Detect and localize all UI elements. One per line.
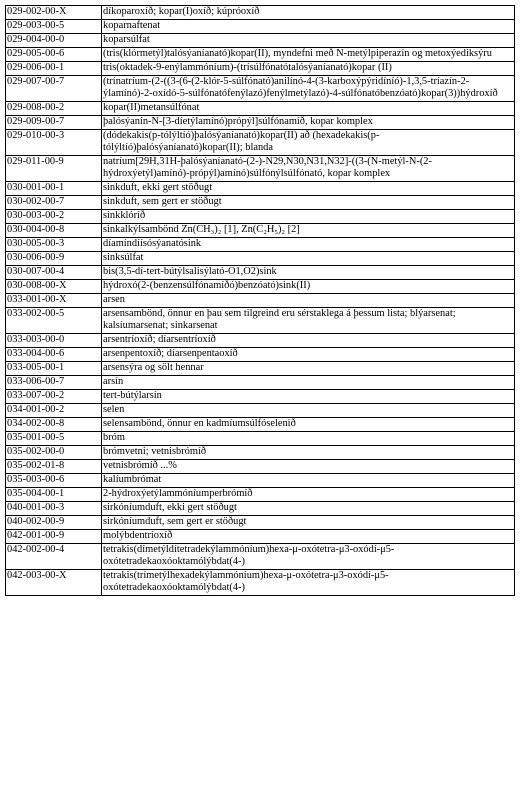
chemical-name-cell: sirkóníumduft, sem gert er stöðugt [102,516,515,530]
chemical-name-cell: arsín [102,376,515,390]
table-row [6,544,515,570]
chemical-name-cell: sirkóníumduft, ekki gert stöðugt [102,502,515,516]
chemical-name-cell: tetrakis(dímetýldítetradekýlammóníum)hexa-μ-oxótetra-μ3-oxódí-μ5-oxótetradekaoxóoktamólýbdat(4-) [102,544,515,570]
index-number-cell: 030-007-00-4 [6,266,102,280]
chemical-name-cell: kopar(II)metansúlfónat [102,102,515,116]
index-number-cell: 029-008-00-2 [6,102,102,116]
index-number-cell: 030-008-00-X [6,280,102,294]
table-row [6,334,515,348]
table-row [6,210,515,224]
table-row [6,362,515,376]
table-body [6,6,515,596]
index-number-cell: 030-001-00-1 [6,182,102,196]
index-number-cell: 029-009-00-7 [6,116,102,130]
chemical-name-cell: arsensýra og sölt hennar [102,362,515,376]
index-number-cell: 042-002-00-4 [6,544,102,570]
chemical-name-cell: sinkalkýlsambönd Zn(CH₃)₂ [1], Zn(C₂H₅)₂ [2] [102,224,515,238]
index-number-cell: 042-003-00-X [6,570,102,596]
index-number-cell: 042-001-00-9 [6,530,102,544]
table-row [6,266,515,280]
table-row [6,570,515,596]
chemical-name-cell: brómvetni; vetnisbrómíð [102,446,515,460]
table-row [6,156,515,182]
index-number-cell: 030-006-00-9 [6,252,102,266]
table-row [6,502,515,516]
table-row [6,48,515,62]
table-row [6,196,515,210]
table-row [6,390,515,404]
chemical-name-cell: vetnisbrómíð ...% [102,460,515,474]
index-number-cell: 040-001-00-3 [6,502,102,516]
index-number-cell: 033-006-00-7 [6,376,102,390]
chemical-name-cell: díamíndíísósýanatósink [102,238,515,252]
chemical-name-cell: 2-hýdroxýetýlammóníumperbrómíð [102,488,515,502]
table-row [6,308,515,334]
index-number-cell: 030-002-00-7 [6,196,102,210]
table-row [6,418,515,432]
table-row [6,348,515,362]
table-row [6,294,515,308]
index-number-cell: 029-011-00-9 [6,156,102,182]
chemical-name-cell: (dódekakis(p-tólýltíó)þalósýaníanató)kopar(II) að (hexadekakis(p-tólýltíó)þalósýaníanató)kopar(II); blanda [102,130,515,156]
index-number-cell: 035-002-01-8 [6,460,102,474]
index-number-cell: 029-006-00-1 [6,62,102,76]
chemical-name-cell: tetrakis(trímetýlhexadekýlammóníum)hexa-μ-oxótetra-μ3-oxódí-μ5-oxótetradekaoxóoktamólýbdat(4-) [102,570,515,596]
index-number-cell: 030-005-00-3 [6,238,102,252]
index-number-cell: 033-005-00-1 [6,362,102,376]
table-row [6,474,515,488]
chemical-name-cell: arsenpentoxíð; díarsenpentaoxíð [102,348,515,362]
index-number-cell: 029-003-00-5 [6,20,102,34]
index-number-cell: 035-003-00-6 [6,474,102,488]
index-number-cell: 029-005-00-6 [6,48,102,62]
index-number-cell: 033-004-00-6 [6,348,102,362]
index-number-cell: 033-001-00-X [6,294,102,308]
table-row [6,530,515,544]
chemical-name-cell: selensambönd, önnur en kadmíumsúlfóselenið [102,418,515,432]
chemical-name-cell: díkoparoxíð; kopar(I)oxíð; kúpróoxíð [102,6,515,20]
chemical-name-cell: koparnaftenat [102,20,515,34]
chemical-name-cell: hýdroxó(2-(benzensúlfónamíðó)benzóató)sink(II) [102,280,515,294]
chemical-name-cell: sinkduft, sem gert er stöðugt [102,196,515,210]
chemical-name-cell: selen [102,404,515,418]
table-row [6,116,515,130]
index-number-cell: 034-002-00-8 [6,418,102,432]
chemical-name-cell: bróm [102,432,515,446]
table-row [6,516,515,530]
chemical-name-cell: tris(oktadek-9-enýlammóníum)-(trísúlfónatótalósýaníanató)kopar (II) [102,62,515,76]
chemical-name-cell: sinkklóríð [102,210,515,224]
table-row [6,280,515,294]
index-number-cell: 029-007-00-7 [6,76,102,102]
table-row [6,62,515,76]
table-row [6,376,515,390]
index-number-cell: 033-007-00-2 [6,390,102,404]
table-row [6,460,515,474]
table-row [6,76,515,102]
document-page [5,5,515,596]
table-row [6,238,515,252]
table-row [6,182,515,196]
chemical-name-cell: kalíumbrómat [102,474,515,488]
chemical-name-cell: koparsúlfat [102,34,515,48]
chemical-name-cell: sinksúlfat [102,252,515,266]
chemical-name-cell: tert-bútýlarsín [102,390,515,404]
chemical-name-cell: bis(3,5-dí-tert-bútýlsalisýlató-O1,O2)sink [102,266,515,280]
index-number-cell: 035-001-00-5 [6,432,102,446]
index-number-cell: 029-010-00-3 [6,130,102,156]
table-row [6,102,515,116]
table-row [6,6,515,20]
index-number-cell: 033-003-00-0 [6,334,102,348]
table-row [6,488,515,502]
table-row [6,224,515,238]
table-row [6,130,515,156]
table-row [6,252,515,266]
index-number-cell: 035-004-00-1 [6,488,102,502]
index-number-cell: 029-002-00-X [6,6,102,20]
chemical-name-cell: natríum[29H,31H-þalósýaníanató-(2-)-N29,N30,N31,N32]-((3-(N-metýl-N-(2-hýdroxýetýl)amínó)-própýl)amínó)súlfónýlsúlfónató, kopar komplex [102,156,515,182]
chemical-name-cell: arsensambönd, önnur en þau sem tilgreind eru sérstaklega á þessum lista; blýarsenat; kalsíumarsenat; sinkarsenat [102,308,515,334]
table-row [6,34,515,48]
table-row [6,446,515,460]
chemical-name-cell: (tris(klórmetýl)talósýaníanató)kopar(II), myndefni með N-metýlpiperazín og metoxýediksýru [102,48,515,62]
index-number-cell: 029-004-00-0 [6,34,102,48]
chemical-name-cell: sinkduft, ekki gert stöðugt [102,182,515,196]
table-row [6,404,515,418]
index-number-cell: 034-001-00-2 [6,404,102,418]
table-row [6,432,515,446]
chemical-name-cell: arsentríoxíð; díarsentríoxíð [102,334,515,348]
index-number-cell: 035-002-00-0 [6,446,102,460]
substance-index-table [5,5,515,596]
chemical-name-cell: molýbdentríoxíð [102,530,515,544]
index-number-cell: 030-004-00-8 [6,224,102,238]
index-number-cell: 030-003-00-2 [6,210,102,224]
index-number-cell: 033-002-00-5 [6,308,102,334]
chemical-name-cell: (trínatríum-(2-((3-(6-(2-klór-5-súlfónató)anilínó-4-(3-karboxýpýridíníó)-1,3,5-tríazín-2-ýlamínó)-2-oxídó-5-súlfónatófenýlazó)fenýlmetýlazó)-4-súlfónatóbenzóató)kopar(3))hýdroxíð [102,76,515,102]
table-row [6,20,515,34]
index-number-cell: 040-002-00-9 [6,516,102,530]
chemical-name-cell: þalósýanín-N-[3-díetýlamínó)própýl]súlfónamíð, kopar komplex [102,116,515,130]
chemical-name-cell: arsen [102,294,515,308]
